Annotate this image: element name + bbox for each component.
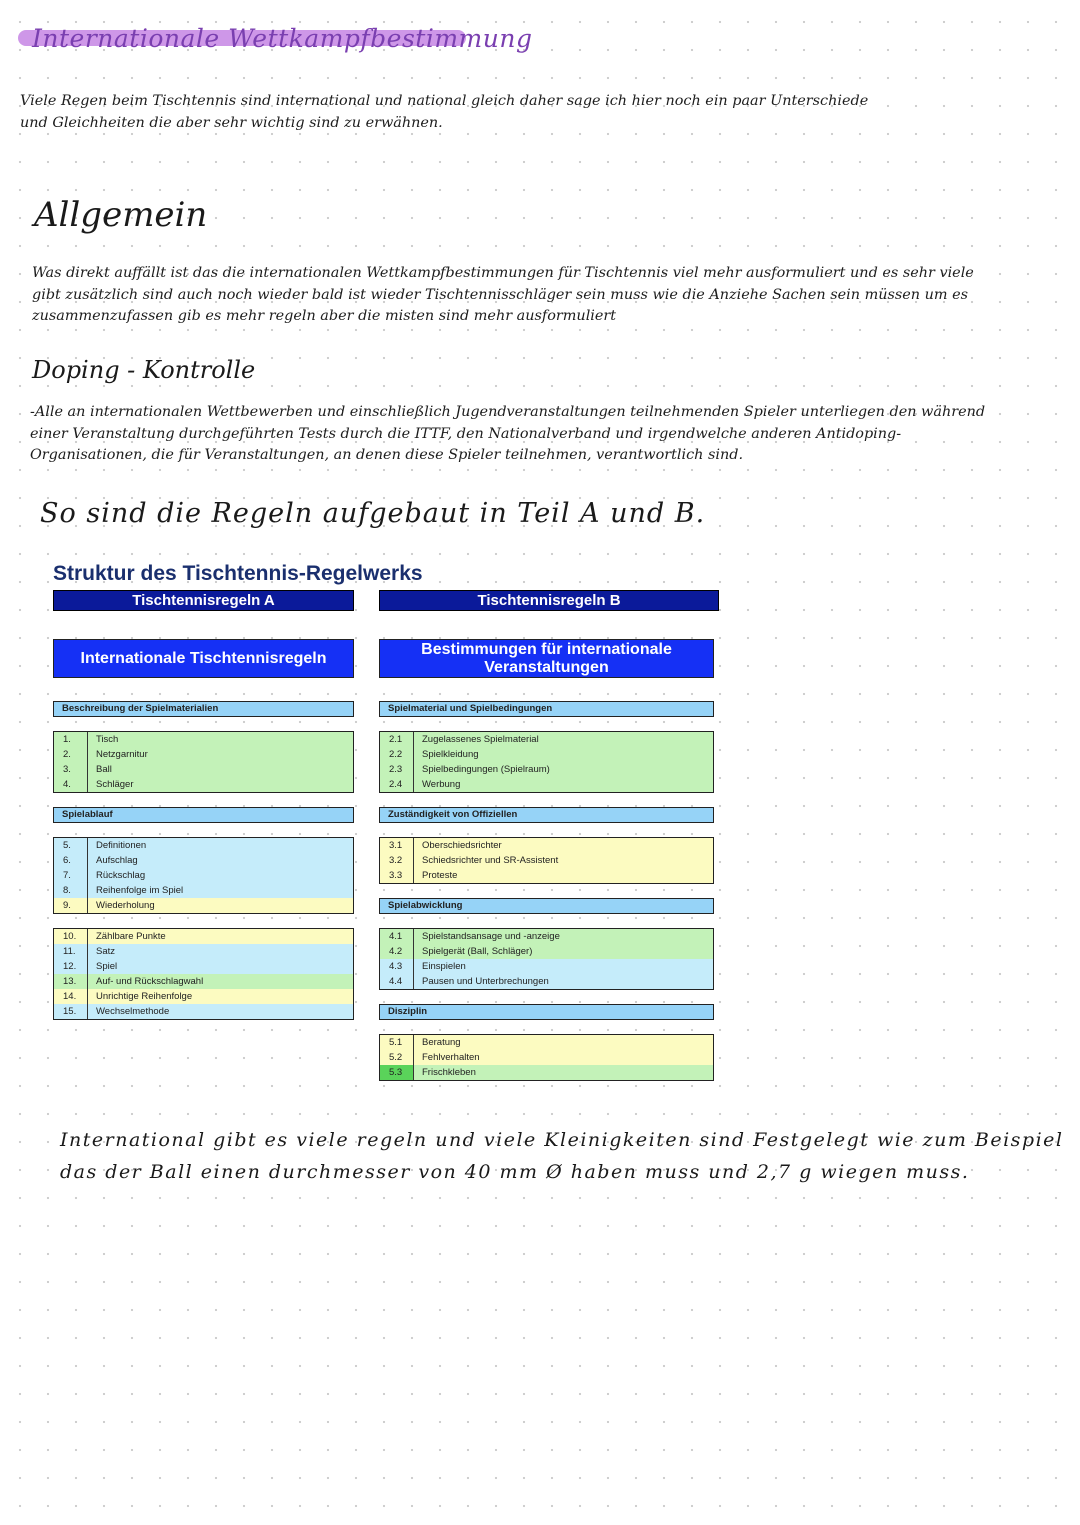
list-item bbox=[380, 868, 713, 883]
general-line: zusammenzufassen gib es mehr regeln aber die misten sind mehr ausformuliert bbox=[32, 308, 617, 324]
item-text: Pausen und Unterbrechungen bbox=[422, 976, 549, 987]
item-number: 3. bbox=[54, 762, 88, 777]
rule-list bbox=[379, 837, 714, 884]
item-text: Aufschlag bbox=[96, 855, 138, 866]
item-number: 4.4 bbox=[380, 974, 414, 989]
item-text: Unrichtige Reihenfolge bbox=[96, 991, 193, 1002]
list-item bbox=[54, 1004, 353, 1019]
rule-list bbox=[379, 928, 714, 990]
item-number: 4.2 bbox=[380, 944, 414, 959]
item-number: 4. bbox=[54, 777, 88, 792]
list-item bbox=[54, 959, 353, 974]
item-number: 3.2 bbox=[380, 853, 414, 868]
footer-line: International gibt es viele regeln und viele Kleinigkeiten sind Festgelegt wie zum Beispiel bbox=[60, 1129, 1064, 1151]
item-number: 6. bbox=[54, 853, 88, 868]
item-number: 12. bbox=[54, 959, 88, 974]
list-item bbox=[380, 929, 713, 944]
item-text: Spiel bbox=[96, 961, 118, 972]
list-item bbox=[380, 1065, 713, 1080]
list-item bbox=[54, 898, 353, 913]
list-item bbox=[380, 1050, 713, 1065]
page-title: Internationale Wettkampfbestimmung bbox=[32, 24, 533, 53]
section-header: Spielabwicklung bbox=[379, 898, 714, 914]
part-a-box-text: Internationale Tischtennisregeln bbox=[80, 649, 327, 667]
doping-line: Organisationen, die für Veranstaltungen, an denen diese Spieler teilnehmen, verantwortlich sind. bbox=[30, 447, 744, 463]
section-header: Spielmaterial und Spielbedingungen bbox=[379, 701, 714, 717]
footer-line: das der Ball einen durchmesser von 40 mm Ø haben muss und 2,7 g wiegen muss. bbox=[60, 1161, 970, 1183]
list-item bbox=[380, 974, 713, 989]
part-b-box-line: Veranstaltungen bbox=[484, 658, 609, 676]
item-number: 2.1 bbox=[380, 732, 414, 747]
item-text: Satz bbox=[96, 946, 116, 957]
list-item bbox=[54, 868, 353, 883]
list-item bbox=[54, 989, 353, 1004]
item-text: Reihenfolge im Spiel bbox=[96, 885, 184, 896]
rule-list bbox=[379, 1034, 714, 1081]
item-text: Werbung bbox=[422, 779, 461, 790]
section-header: Zuständigkeit von Offiziellen bbox=[379, 807, 714, 823]
list-item bbox=[54, 838, 353, 853]
item-number: 10. bbox=[54, 929, 88, 944]
rule-list bbox=[53, 731, 354, 793]
heading-general: Allgemein bbox=[34, 195, 208, 235]
part-b-box bbox=[379, 639, 714, 678]
item-text: Zugelassenes Spielmaterial bbox=[422, 734, 539, 745]
list-item bbox=[54, 732, 353, 747]
section-header: Disziplin bbox=[379, 1004, 714, 1020]
item-number: 4.3 bbox=[380, 959, 414, 974]
list-item bbox=[380, 959, 713, 974]
structure-note: So sind die Regeln aufgebaut in Teil A und B. bbox=[40, 498, 706, 529]
item-number: 2.2 bbox=[380, 747, 414, 762]
list-item bbox=[54, 974, 353, 989]
list-item bbox=[380, 853, 713, 868]
doping-text bbox=[30, 402, 985, 467]
item-text: Frischkleben bbox=[422, 1067, 476, 1078]
general-line: gibt zusätzlich sind auch noch wieder bald ist wieder Tischtennisschläger sein muss wie die Anziehe Sachen sein müssen um es bbox=[32, 286, 969, 303]
list-item bbox=[54, 762, 353, 777]
list-item bbox=[54, 777, 353, 792]
item-text: Spielstandsansage und -anzeige bbox=[422, 931, 560, 942]
list-item bbox=[380, 1035, 713, 1050]
item-number: 5.1 bbox=[380, 1035, 414, 1050]
intro-line: Viele Regen beim Tischtennis sind international und national gleich daher sage ich hier noch ein paar Unterschiede bbox=[20, 93, 869, 109]
list-item bbox=[380, 762, 713, 777]
footer-note bbox=[60, 1124, 1064, 1188]
item-number: 3.3 bbox=[380, 868, 414, 883]
item-text: Beratung bbox=[422, 1037, 461, 1048]
item-number: 14. bbox=[54, 989, 88, 1004]
heading-doping: Doping - Kontrolle bbox=[32, 356, 256, 384]
general-line: Was direkt auffällt ist das die internationalen Wettkampfbestimmungen für Tischtennis viel mehr ausformuliert und es sehr viele bbox=[32, 265, 974, 281]
section-header: Spielablauf bbox=[53, 807, 354, 823]
item-text: Zählbare Punkte bbox=[96, 931, 166, 942]
item-number: 5.3 bbox=[380, 1065, 414, 1080]
list-item bbox=[380, 944, 713, 959]
part-b-box-line: Bestimmungen für internationale bbox=[421, 640, 672, 658]
list-item bbox=[54, 944, 353, 959]
intro-text bbox=[20, 91, 868, 134]
diagram-title: Struktur des Tischtennis-Regelwerks bbox=[53, 562, 423, 585]
item-number: 9. bbox=[54, 898, 88, 913]
item-number: 5. bbox=[54, 838, 88, 853]
section-header: Beschreibung der Spielmaterialien bbox=[53, 701, 354, 717]
rule-list bbox=[379, 731, 714, 793]
item-text: Oberschiedsrichter bbox=[422, 840, 502, 851]
item-text: Wechselmethode bbox=[96, 1006, 170, 1017]
item-text: Spielkleidung bbox=[422, 749, 479, 760]
item-number: 13. bbox=[54, 974, 88, 989]
item-number: 2.4 bbox=[380, 777, 414, 792]
item-text: Proteste bbox=[422, 870, 458, 881]
list-item bbox=[54, 883, 353, 898]
item-text: Rückschlag bbox=[96, 870, 146, 881]
intro-line: und Gleichheiten die aber sehr wichtig sind zu erwähnen. bbox=[20, 114, 443, 131]
item-text: Schläger bbox=[96, 779, 134, 790]
list-item bbox=[380, 747, 713, 762]
item-text: Fehlverhalten bbox=[422, 1052, 480, 1063]
rule-list bbox=[53, 837, 354, 914]
part-a-label: Tischtennisregeln A bbox=[53, 590, 354, 611]
item-text: Schiedsrichter und SR-Assistent bbox=[422, 855, 559, 866]
item-number: 2.3 bbox=[380, 762, 414, 777]
doping-line: einer Veranstaltung durchgeführten Tests durch die ITTF, den Nationalverband und irgendwelche anderen Antidoping- bbox=[30, 425, 902, 442]
item-text: Tisch bbox=[96, 734, 119, 745]
item-text: Spielbedingungen (Spielraum) bbox=[422, 764, 550, 775]
item-number: 8. bbox=[54, 883, 88, 898]
item-text: Einspielen bbox=[422, 961, 466, 972]
item-text: Auf- und Rückschlagwahl bbox=[96, 976, 204, 987]
list-item bbox=[54, 747, 353, 762]
list-item bbox=[380, 732, 713, 747]
part-a-box bbox=[53, 639, 354, 678]
general-text bbox=[32, 263, 974, 328]
item-number: 5.2 bbox=[380, 1050, 414, 1065]
item-text: Ball bbox=[96, 764, 112, 775]
list-item bbox=[380, 838, 713, 853]
item-number: 15. bbox=[54, 1004, 88, 1019]
list-item bbox=[380, 777, 713, 792]
item-number: 7. bbox=[54, 868, 88, 883]
item-text: Definitionen bbox=[96, 840, 147, 851]
item-number: 2. bbox=[54, 747, 88, 762]
item-text: Netzgarnitur bbox=[96, 749, 148, 760]
part-b-label: Tischtennisregeln B bbox=[379, 590, 719, 611]
item-text: Wiederholung bbox=[96, 900, 155, 911]
item-number: 4.1 bbox=[380, 929, 414, 944]
item-text: Spielgerät (Ball, Schläger) bbox=[422, 946, 533, 957]
rule-list bbox=[53, 928, 354, 1020]
item-number: 3.1 bbox=[380, 838, 414, 853]
item-number: 1. bbox=[54, 732, 88, 747]
list-item bbox=[54, 853, 353, 868]
item-number: 11. bbox=[54, 944, 88, 959]
doping-line: -Alle an internationalen Wettbewerben und einschließlich Jugendveranstaltungen teilnehmenden Spieler unterliegen den während bbox=[30, 404, 986, 420]
list-item bbox=[54, 929, 353, 944]
